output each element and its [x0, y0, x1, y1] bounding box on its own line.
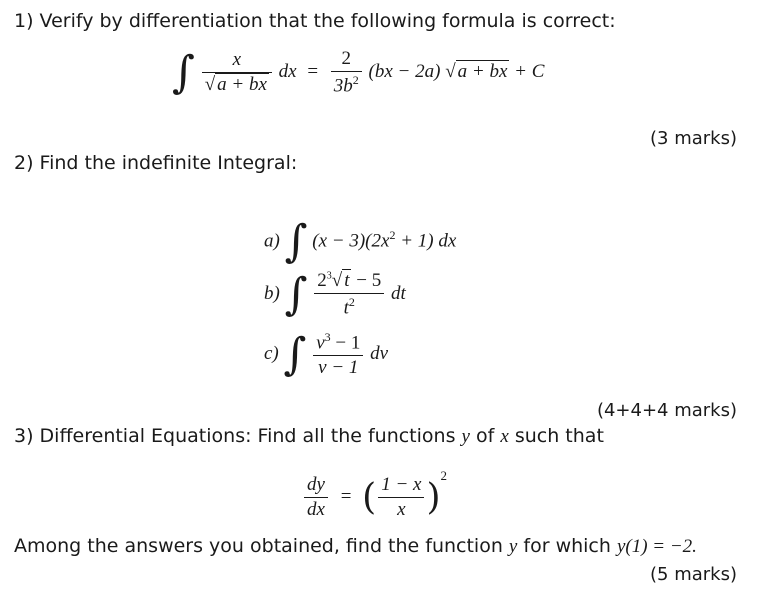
q2-marks: (4+4+4 marks)	[596, 400, 737, 421]
q3-heading	[14, 425, 604, 448]
q1-marks: (3 marks)	[650, 128, 737, 149]
q2-c-fraction	[313, 330, 363, 379]
q1-integrand-denominator	[202, 72, 272, 96]
q1-rhs-radicand: a + bx	[457, 61, 508, 83]
q3-lhs	[304, 474, 328, 521]
q3-line2-part-1: Among the answers you obtained, find the function	[14, 535, 509, 557]
q1-rhs-factor: (bx − 2a)	[368, 61, 441, 83]
q2-b-label: b)	[264, 283, 280, 305]
q3-rhs-exp: 2	[440, 468, 448, 483]
right-paren: )	[426, 476, 441, 518]
q1-rhs-sqrt: √ a + bx	[445, 61, 508, 83]
q3-heading-part-2: of	[469, 425, 501, 447]
q2-b-radicand: t	[344, 270, 350, 291]
q3-heading-x: x	[500, 426, 509, 447]
q3-lhs-num: dy	[307, 474, 325, 496]
q1-coef-num: 2	[341, 48, 352, 69]
q1-coef-den	[331, 71, 362, 97]
q3-line2-y: y	[508, 536, 518, 557]
left-paren: (	[362, 476, 377, 518]
q2-part-c	[264, 330, 388, 379]
q3-line2-condition: y(1) = −2.	[616, 536, 697, 557]
q1-integrand-numerator: x	[232, 49, 241, 71]
q2-c-diff: dv	[370, 343, 389, 365]
q3-line-2	[14, 535, 697, 558]
q1-rhs-tail: + C	[514, 61, 545, 83]
q1-coef-den-exp: 2	[352, 73, 359, 87]
q2-b-num-coef: 2	[317, 270, 327, 291]
q3-line2-part-2: for which	[517, 535, 617, 557]
q2-c-denominator: v − 1	[313, 355, 363, 379]
q2-b-den-exp: 2	[348, 295, 355, 309]
q2-b-num-tail: − 5	[351, 270, 382, 291]
q3-rhs-den: x	[378, 497, 424, 521]
q2-c-num-base: v	[316, 332, 325, 354]
q2-a-label: a)	[264, 230, 280, 252]
q3-lhs-den: dx	[304, 497, 328, 521]
q1-equals: =	[307, 61, 319, 83]
q3-heading-part-1: 3) Differential Equations: Find all the functions	[14, 425, 462, 447]
q3-heading-part-3: such that	[508, 425, 604, 447]
q2-b-denominator	[314, 293, 384, 319]
q1-coefficient	[331, 48, 362, 97]
q2-a-exp: 2	[389, 228, 396, 243]
q3-equation	[302, 468, 447, 521]
q1-sqrt: √ a + bx	[204, 74, 267, 96]
integral-sign: ∫	[172, 46, 195, 98]
q2-a-integrand-2: + 1) dx	[395, 230, 457, 252]
integral-sign: ∫	[283, 328, 307, 380]
q1-formula	[172, 48, 544, 97]
q3-marks: (5 marks)	[650, 564, 737, 585]
integral-sign: ∫	[284, 216, 308, 267]
q3-heading-y: y	[461, 426, 470, 447]
q2-part-a	[264, 216, 457, 267]
q2-b-diff: dt	[390, 283, 406, 305]
q2-a-integrand-1: (x − 3)(2x	[312, 230, 390, 252]
q2-b-sqrt: √ t	[331, 270, 350, 291]
q3-rhs-fraction	[378, 474, 424, 521]
q2-b-root-index: 3	[326, 270, 332, 282]
q2-c-numerator	[313, 330, 363, 355]
q2-c-num-tail: − 1	[330, 332, 361, 354]
q2-part-b	[264, 270, 406, 319]
q3-equals: =	[340, 486, 352, 507]
integral-sign: ∫	[284, 268, 308, 320]
q2-c-label: c)	[264, 343, 279, 365]
q2-c-num-exp: 3	[324, 330, 331, 344]
q1-heading: 1) Verify by differentiation that the following formula is correct:	[14, 10, 616, 32]
q2-b-den-base: t	[343, 297, 349, 319]
q1-coef-den-base: 3b	[333, 75, 353, 97]
q3-rhs-num: 1 − x	[381, 474, 422, 496]
q2-b-fraction	[314, 270, 384, 319]
q1-radicand: a + bx	[217, 74, 267, 96]
q2-heading: 2) Find the indefinite Integral:	[14, 152, 298, 174]
q1-integrand-fraction	[202, 49, 272, 96]
q1-dx: dx	[278, 61, 297, 83]
q2-b-numerator	[314, 270, 384, 293]
